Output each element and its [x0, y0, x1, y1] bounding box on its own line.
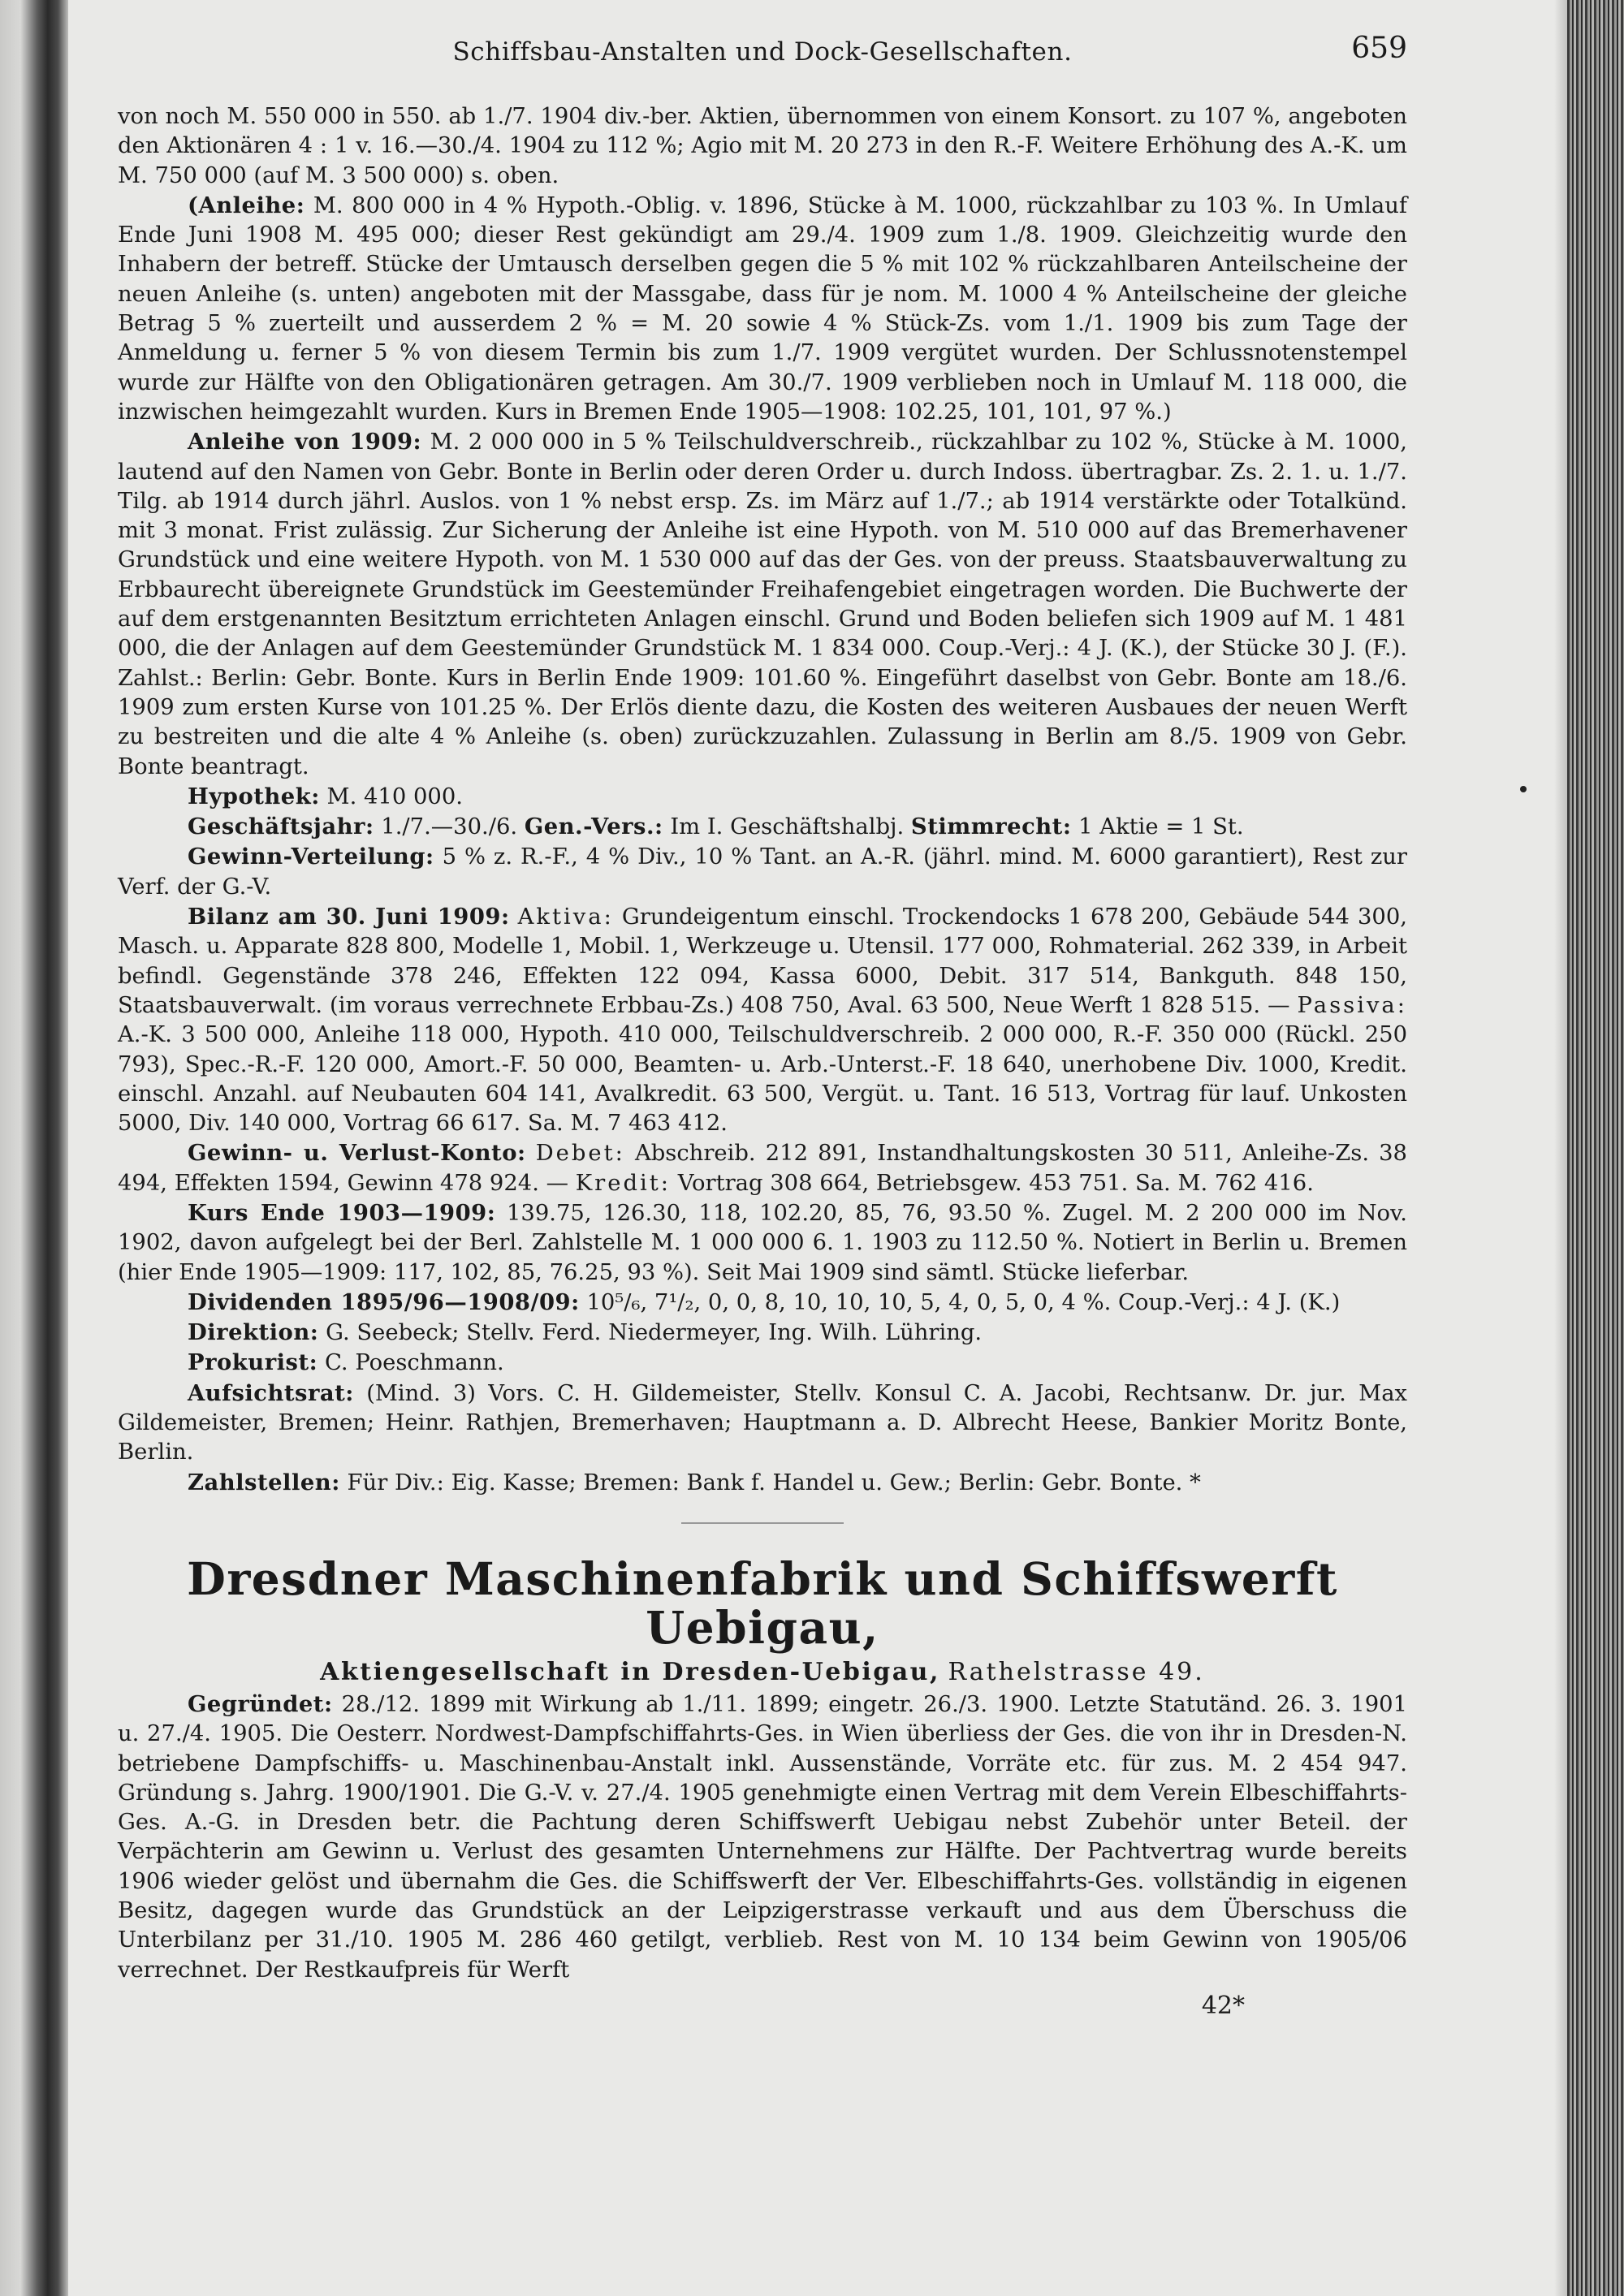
running-head-title: Schiffsbau-Anstalten und Dock-Gesellschaften.: [452, 37, 1073, 67]
page-number: 659: [1351, 32, 1407, 65]
text-aktiva: Grundeigentum einschl. Trockendocks 1 678 200, Gebäude 544 300, Masch. u. Apparate 828 800, Modelle 1, Mobil. 1, Werkzeuge u. Utensil. 177 000, Rohmaterial. 262 339, in Arbeit befindl. Gegenstände 378 246, Effekten 122 094, Kassa 6000, Debit. 317 514, Bankguth. 848 150, Staatsbauverwalt. (im voraus verrechnete Erbbau-Zs.) 408 750, Aval. 63 500, Neue Werft 1 828 515. —: [118, 904, 1407, 1018]
company-subtitle: [118, 1657, 1407, 1688]
text-stimmrecht: 1 Aktie = 1 St.: [1078, 814, 1244, 840]
text-gegruendet: 28./12. 1899 mit Wirkung ab 1./11. 1899; eingetr. 26./3. 1900. Letzte Statutänd. 26. 3. 1901 u. 27./4. 1905. Die Oesterr. Nordwest-Dampfschiffahrts-Ges. in Wien überliess der Ges. die von ihr in Dresden-N. betriebene Dampfschiffs- u. Maschinenbau-Anstalt inkl. Aussenstände, Vorräte etc. für zus. M. 2 454 947. Gründung s. Jahrg. 1900/1901. Die G.-V. v. 27./4. 1905 genehmigte einen Vertrag mit dem Verein Elbeschiffahrts-Ges. A.-G. in Dresden betr. die Pachtung deren Schiffswerft Uebigau nebst Zubehör unter Beteil. der Verpächterin am Gewinn u. Verlust des gesamten Unternehmens zur Hälfte. Der Pachtvertrag wurde bereits 1906 wieder gelöst und übernahm die Ges. die Schiffswerft der Ver. Elbeschiffahrts-Ges. vollständig in eigenen Besitz, dagegen wurde das Grundstück an der Leipzigerstrasse verkauft und aus dem Überschuss die Unterbilanz per 31./10. 1905 M. 286 460 getilgt, verblieb. Rest von M. 10 134 beim Gewinn von 1905/06 verrechnet. Der Restkaufpreis für Werft: [118, 1691, 1407, 1983]
label-bilanz: Bilanz am 30. Juni 1909:: [188, 904, 510, 930]
text-geschaeftsjahr: 1./7.—30./6.: [381, 814, 518, 840]
company-title: Dresdner Maschinenfabrik und Schiffswerft Uebigau,: [187, 1552, 1338, 1654]
paragraph-gewinn-verlust: [118, 1138, 1407, 1198]
paragraph-bilanz: [118, 902, 1407, 1138]
paragraph-anleihe-1909: [118, 427, 1407, 782]
paragraph-intro: von noch M. 550 000 in 550. ab 1./7. 1904 div.-ber. Aktien, übernommen von einem Konsort. zu 107 %, angeboten den Aktionären 4 : 1 v. 16.—30./4. 1904 zu 112 %; Agio mit M. 20 273 in den R.-F. Weitere Erhöhung des A.-K. um M. 750 000 (auf M. 3 500 000) s. oben.: [118, 104, 1407, 188]
text-direktion: G. Seebeck; Stellv. Ferd. Niedermeyer, Ing. Wilh. Lühring.: [326, 1320, 983, 1346]
label-zahlstellen: Zahlstellen:: [188, 1469, 340, 1495]
label-gegruendet: Gegründet:: [188, 1690, 333, 1717]
paragraph-kurs: [118, 1198, 1407, 1288]
paragraph-dividenden: [118, 1288, 1407, 1318]
label-anleihe: (Anleihe:: [188, 192, 305, 218]
margin-dot: [1520, 786, 1527, 792]
text-debet: Abschreib. 212 891, Instandhaltungskosten 30 511, Anleihe-Zs. 38 494, Effekten 1594, Gewinn 478 924. —: [118, 1141, 1407, 1196]
label-debet: Debet:: [535, 1141, 625, 1167]
label-gewinn-verlust: Gewinn- u. Verlust-Konto:: [188, 1140, 526, 1167]
section-divider: [681, 1522, 844, 1524]
paragraph-anleihe-1896: [118, 191, 1407, 427]
label-gen-vers: Gen.-Vers.:: [524, 814, 663, 840]
label-stimmrecht: Stimmrecht:: [910, 814, 1072, 840]
text-hypothek: M. 410 000.: [326, 783, 463, 809]
page-edge-shadow: [1554, 0, 1567, 2296]
paragraph-prokurist: [118, 1348, 1407, 1378]
text-gewinn-verteilung: 5 % z. R.-F., 4 % Div., 10 % Tant. an A.-R. (jährl. mind. M. 6000 garantiert), Rest zur Verf. der G.-V.: [118, 844, 1407, 900]
company-address: Rathelstrasse 49.: [948, 1657, 1205, 1686]
paragraph-zahlstellen: [118, 1468, 1407, 1498]
text-dividenden: 10⁵/₆, 7¹/₂, 0, 0, 8, 10, 10, 10, 5, 4, 0, 5, 0, 4 %. Coup.-Verj.: 4 J. (K.): [586, 1289, 1341, 1315]
paragraph-gegruendet: [118, 1690, 1407, 1985]
text-gen-vers: Im I. Geschäftshalbj.: [670, 814, 905, 840]
page-body: [118, 32, 1407, 2021]
paragraph-geschaeftsjahr: [118, 812, 1407, 842]
paragraph-hypothek: [118, 782, 1407, 812]
label-aktiva: Aktiva:: [517, 904, 614, 930]
label-aufsichtsrat: Aufsichtsrat:: [188, 1379, 354, 1406]
label-geschaeftsjahr: Geschäftsjahr:: [188, 814, 374, 840]
label-kurs: Kurs Ende 1903—1909:: [188, 1199, 496, 1226]
label-kredit: Kredit:: [575, 1170, 672, 1196]
book-gutter-left: [0, 0, 68, 2296]
label-dividenden: Dividenden 1895/96—1908/09:: [188, 1288, 580, 1315]
signature-mark: 42*: [1201, 1991, 1245, 2020]
text-anleihe-1909: M. 2 000 000 in 5 % Teilschuldverschreib., rückzahlbar zu 102 %, Stücke à M. 1000, lautend auf den Namen von Gebr. Bonte in Berlin oder deren Order u. durch Indoss. übertragbar. Zs. 2. 1. u. 1./7. Tilg. ab 1914 durch jährl. Auslos. von 1 % nebst ersp. Zs. im März auf 1./7.; ab 1914 verstärkte oder Totalkünd. mit 3 monat. Frist zulässig. Zur Sicherung der Anleihe ist eine Hypoth. von M. 510 000 auf das Bremerhavener Grundstück und eine weitere Hypoth. von M. 1 530 000 auf das der Ges. von der preuss. Staatsbauverwaltung zu Erbbaurecht übereignete Grundstück im Geestemünder Freihafengebiet eingetragen worden. Die Buchwerte der auf dem erstgenannten Besitztum errichteten Anlagen einschl. Grund und Boden beliefen sich 1909 auf M. 1 481 000, die der Anlagen auf dem Geestemünder Grundstück M. 1 834 000. Coup.-Verj.: 4 J. (K.), der Stücke 30 J. (F.). Zahlst.: Berlin: Gebr. Bonte. Kurs in Berlin Ende 1909: 101.60 %. Eingeführt daselbst von Gebr. Bonte am 18./6. 1909 zum ersten Kurse von 101.25 %. Der Erlös diente dazu, die Kosten des weiteren Ausbaues der neuen Werft zu bestreiten und die alte 4 % Anleihe (s. oben) zurückzuzahlen. Zulassung in Berlin am 8./5. 1909 von Gebr. Bonte beantragt.: [118, 429, 1408, 779]
paragraph-aufsichtsrat: [118, 1379, 1407, 1468]
label-gewinn-verteilung: Gewinn-Verteilung:: [188, 844, 434, 870]
text-prokurist: C. Poeschmann.: [324, 1350, 504, 1376]
label-anleihe-1909: Anleihe von 1909:: [188, 429, 422, 455]
label-passiva: Passiva:: [1297, 992, 1407, 1018]
label-prokurist: Prokurist:: [188, 1349, 318, 1376]
company-subtitle-bold: Aktiengesellschaft in Dresden-Uebigau,: [320, 1657, 940, 1686]
text-zahlstellen: Für Div.: Eig. Kasse; Bremen: Bank f. Handel u. Gew.; Berlin: Gebr. Bonte. *: [347, 1470, 1201, 1495]
label-hypothek: Hypothek:: [188, 783, 320, 809]
label-direktion: Direktion:: [188, 1319, 319, 1346]
text-kurs: 139.75, 126.30, 118, 102.20, 85, 76, 93.50 %. Zugel. M. 2 200 000 im Nov. 1902, davon aufgelegt bei der Berl. Zahlstelle M. 1 000 000 6. 1. 1903 zu 112.50 %. Notiert in Berlin u. Bremen (hier Ende 1905—1909: 117, 102, 85, 76.25, 93 %). Seit Mai 1909 sind sämtl. Stücke lieferbar.: [118, 1200, 1407, 1285]
book-page-stack-right: [1567, 0, 1624, 2296]
running-head: [118, 32, 1407, 75]
text-passiva: A.-K. 3 500 000, Anleihe 118 000, Hypoth. 410 000, Teilschuldverschreib. 2 000 000, R.-F. 350 000 (Rückl. 250 793), Spec.-R.-F. 120 000, Amort.-F. 50 000, Beamten- u. Arb.-Unterst.-F. 18 640, unerhobene Div. 1000, Kredit. einschl. Anzahl. auf Neubauten 604 141, Avalkredit. 63 500, Vergüt. u. Tant. 16 513, Vortrag für lauf. Unkosten 5000, Div. 140 000, Vortrag 66 617. Sa. M. 7 463 412.: [118, 1022, 1407, 1137]
text-anleihe: M. 800 000 in 4 % Hypoth.-Oblig. v. 1896, Stücke à M. 1000, rückzahlbar zu 103 %. In Umlauf Ende Juni 1908 M. 495 000; dieser Rest gekündigt am 29./4. 1909 zum 1./8. 1909. Gleichzeitig wurde den Inhabern der betreff. Stücke der Umtausch derselben gegen die 5 % mit 102 % rückzahlbaren Anteilscheine der neuen Anleihe (s. unten) angeboten mit der Massgabe, dass für je nom. M. 1000 4 % Anteilscheine der gleiche Betrag 5 % zuerteilt und ausserdem 2 % = M. 20 sowie 4 % Stück-Zs. vom 1./1. 1909 bis zum Tage der Anmeldung u. ferner 5 % von diesem Termin bis zum 1./7. 1909 vergütet wurden. Der Schlussnotenstempel wurde zur Hälfte von den Obligationären getragen. Am 30./7. 1909 verblieben noch in Umlauf M. 118 000, die inzwischen heimgezahlt wurden. Kurs in Bremen Ende 1905—1908: 102.25, 101, 101, 97 %.): [118, 192, 1407, 425]
paragraph-gewinn-verteilung: [118, 842, 1407, 902]
text-aufsichtsrat: (Mind. 3) Vors. C. H. Gildemeister, Stellv. Konsul C. A. Jacobi, Rechtsanw. Dr. jur. Max Gildemeister, Bremen; Heinr. Rathjen, Bremerhaven; Hauptmann a. D. Albrecht Heese, Bankier Moritz Bonte, Berlin.: [118, 1380, 1408, 1465]
paragraph-direktion: [118, 1318, 1407, 1348]
text-kredit: Vortrag 308 664, Betriebsgew. 453 751. Sa. M. 762 416.: [677, 1170, 1314, 1196]
